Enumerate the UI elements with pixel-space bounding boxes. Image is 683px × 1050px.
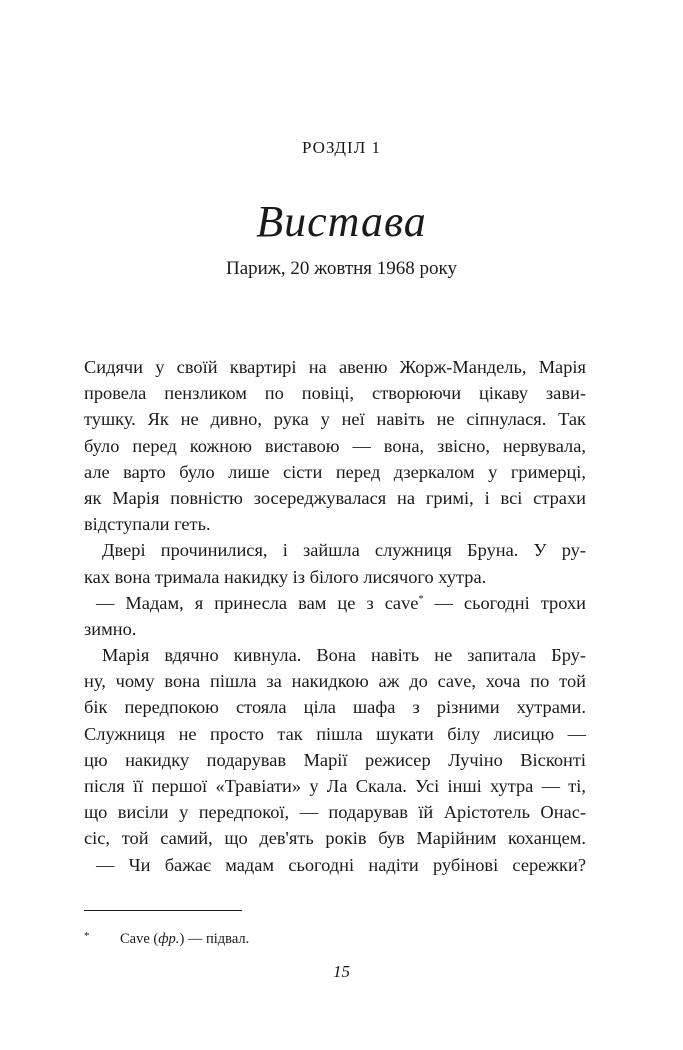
text-line: сіс, той самий, що дев'ять років був Марійним коханцем. — [84, 828, 586, 849]
text-line: Сидячи у своїй квартирі на авеню Жорж-Мандель, Марія — [84, 357, 586, 377]
footnote-mark: * — [84, 930, 90, 942]
chapter-title: Вистава — [256, 197, 427, 246]
text-line: ну, чому вона пішла за накидкою аж до cave, хоча по той — [84, 671, 586, 692]
chapter-dateline: Париж, 20 жовтня 1968 року — [225, 258, 458, 279]
text-line: Двері прочинилися, і зайшла служниця Бруна. У ру- — [102, 540, 586, 561]
text-line: провела пензликом по повіці, створюючи цікаву зави- — [84, 383, 586, 404]
dialogue-text: — сьогодні трохи — [423, 592, 587, 613]
text-line: Марія вдячно кивнула. Вона навіть не запитала Бру- — [102, 645, 586, 666]
footnote — [84, 926, 584, 949]
text-line: цю накидку подарував Марії режисер Лучіно Вісконті — [84, 749, 586, 770]
text-line: відступали геть. — [84, 514, 211, 535]
body-text — [84, 354, 586, 878]
dialogue-text: — Мадам, я принесла вам це з cave — [96, 592, 419, 613]
footnote-marker: * — [418, 593, 424, 605]
page-number: 15 — [333, 962, 350, 981]
text-line: зимно. — [84, 618, 137, 639]
text-line: було перед кожною виставою — вона, звісно, нервувала, — [84, 435, 586, 456]
text-line — [84, 590, 586, 616]
chapter-heading: РОЗДІЛ 1 — [302, 138, 381, 157]
footnote-divider — [84, 910, 242, 911]
footnote-text: ( — [149, 931, 159, 947]
text-line: після її першої «Травіати» у Ла Скала. Усі інші хутра — ті, — [84, 776, 586, 796]
footnote-word: Cave — [120, 931, 150, 947]
text-line: тушку. Як не дивно, рука у неї навіть не сіпнулася. Так — [84, 409, 586, 430]
footnote-text: ) — підвал. — [179, 931, 250, 947]
text-line: бік передпокою стояла ціла шафа з різними хутрами. — [84, 697, 586, 718]
footnote-lang: фр. — [158, 931, 180, 947]
text-line: як Марія повністю зосереджувалася на гримі, і всі страхи — [84, 487, 586, 508]
text-line: але варто було лише сісти перед дзеркалом у гримерці, — [84, 461, 586, 482]
text-line: Служниця не просто так пішла шукати білу лисицю — — [84, 723, 586, 744]
text-line: — Чи бажає мадам сьогодні надіти рубінові сережки? — [96, 854, 586, 875]
text-line: ках вона тримала накидку із білого лисячого хутра. — [84, 566, 487, 587]
text-line: що висіли у передпокої, — подарував їй Арістотель Онас- — [84, 802, 586, 823]
